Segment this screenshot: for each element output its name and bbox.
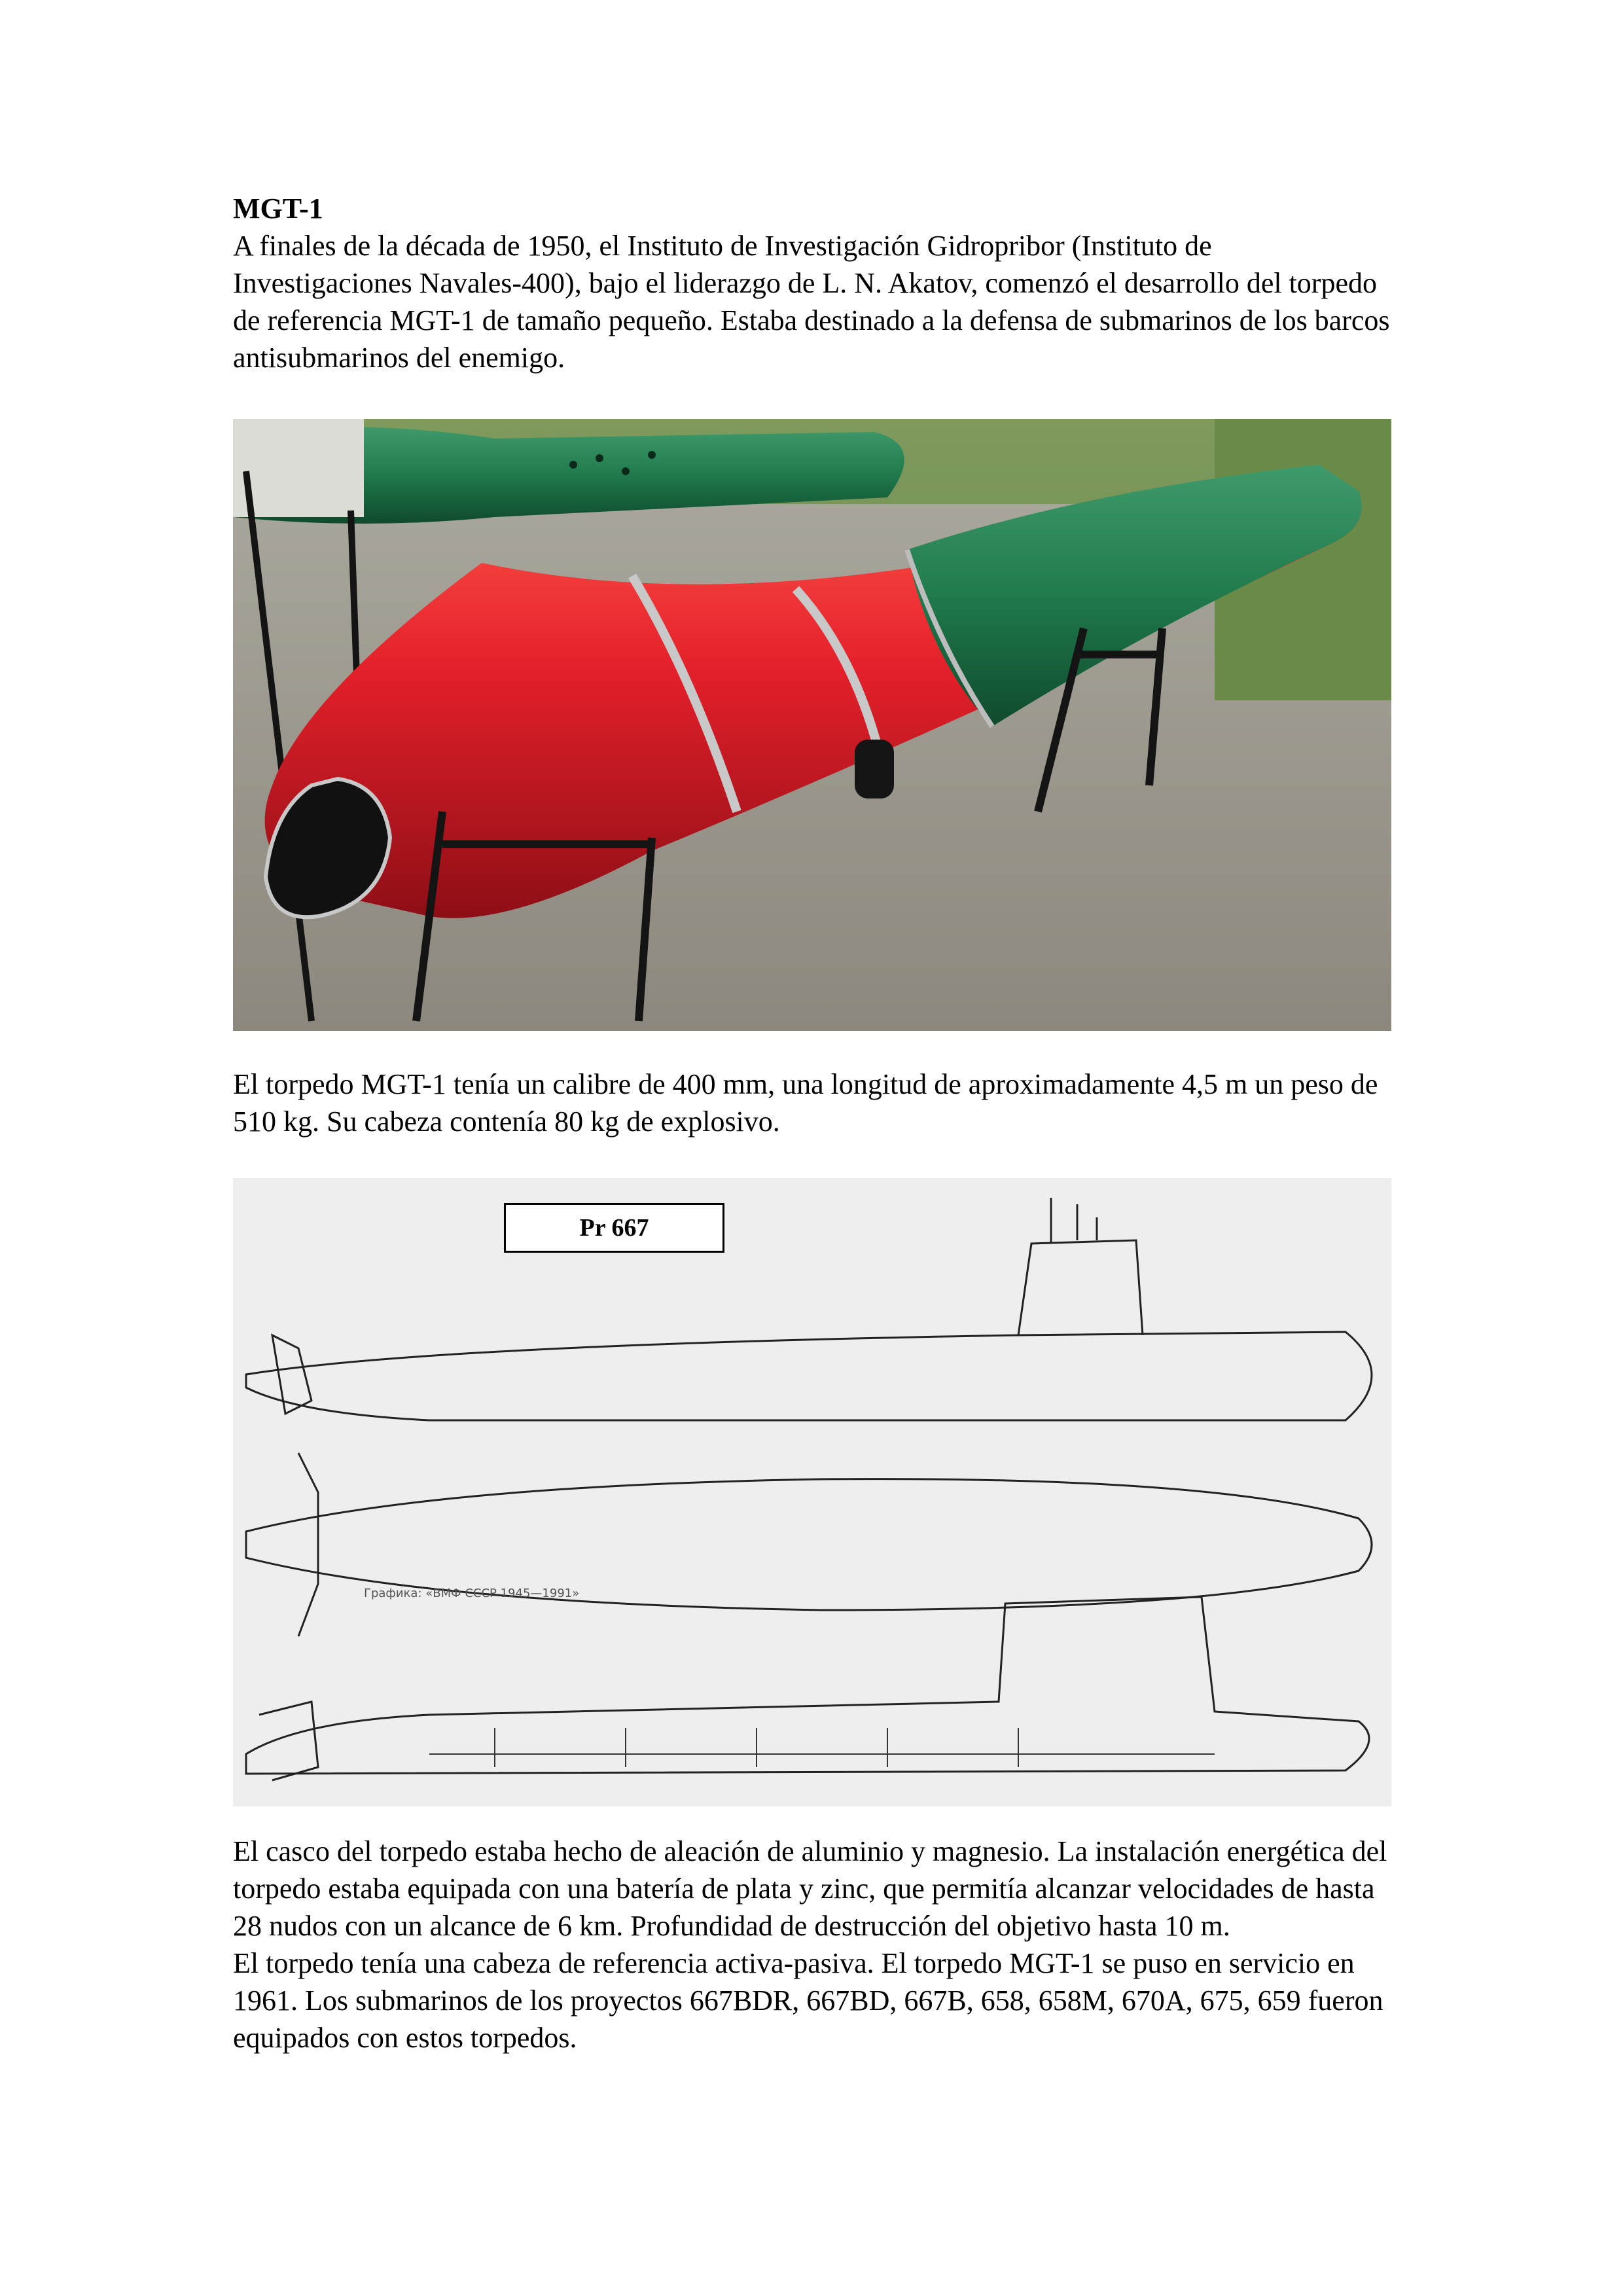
torpedo-photo xyxy=(233,419,1391,1031)
body-paragraph-2: El torpedo tenía una cabeza de referencia activa-pasiva. El torpedo MGT-1 se puso en servicio en 1961. Los submarinos de los proyectos 667BDR, 667BD, 667B, 658, 658M, 670A, 675, 659 fueron equipados con estos torpedos. xyxy=(233,1947,1383,2054)
submarine-drawing xyxy=(233,1178,1391,1806)
intro-section xyxy=(233,190,1398,376)
drawing-label: Pr 667 xyxy=(504,1203,724,1253)
body-paragraph-1: El casco del torpedo estaba hecho de aleación de aluminio y magnesio. La instalación energética del torpedo estaba equipada con una batería de plata y zinc, que permitía alcanzar velocidades de hasta 28 nudos con un alcance de 6 km. Profundidad de destrucción del objetivo hasta 10 m. xyxy=(233,1835,1387,1942)
intro-paragraph: A finales de la década de 1950, el Instituto de Investigación Gidropribor (Instituto de Investigaciones Navales-400), bajo el liderazgo de L. N. Akatov, comenzó el desarrollo del torpedo de referencia MGT-1 de tamaño pequeño. Estaba destinado a la defensa de submarinos de los barcos antisubmarinos del enemigo. xyxy=(233,230,1390,374)
caption-paragraph: El torpedo MGT-1 tenía un calibre de 400 mm, una longitud de aproximadamente 4,5 m un peso de 510 kg. Su cabeza contenía 80 kg de explosivo. xyxy=(233,1068,1378,1138)
section-title: MGT-1 xyxy=(233,192,323,224)
drawing-credit: Графика: «ВМФ СССР 1945—1991» xyxy=(364,1587,580,1600)
body-section xyxy=(233,1833,1398,2056)
submarine-drawing-image xyxy=(233,1178,1391,1806)
torpedo-photo-image xyxy=(233,419,1391,1031)
